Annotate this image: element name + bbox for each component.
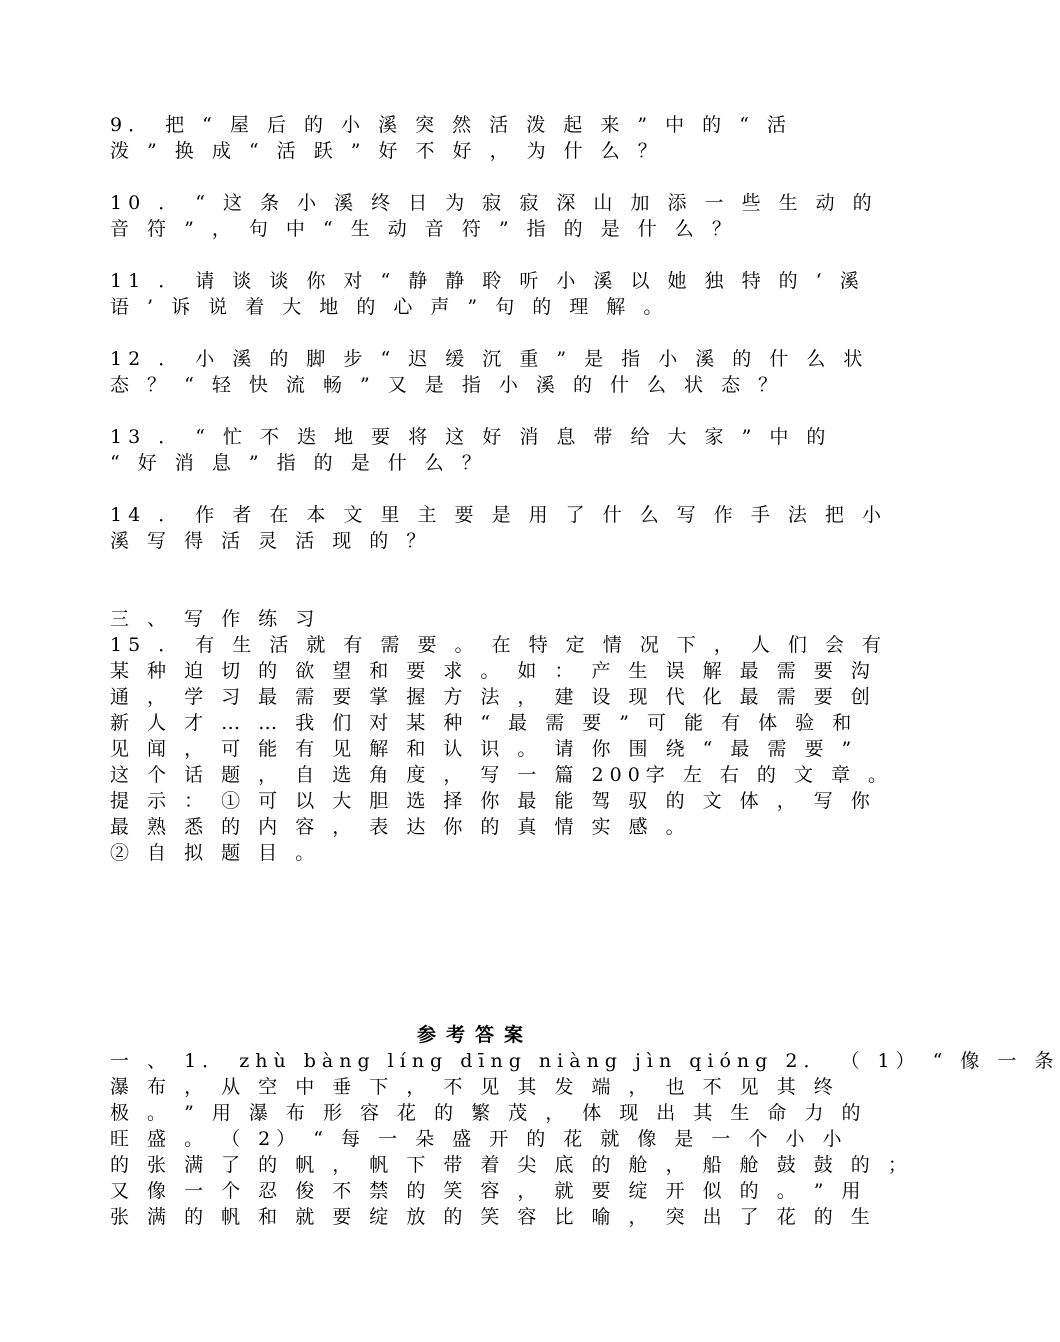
answer-line-1: 一 、 1． zhù bàng líng dīng niàng jìn qióng 2． （ 1） “ 像 一 条 (110, 1050, 1060, 1072)
writing-line-6: 这 个 话 题 ， 自 选 角 度 ， 写 一 篇 200字 左 右 的 文 章 。 (110, 764, 894, 786)
question-14-line-1: 14 ． 作 者 在 本 文 里 主 要 是 用 了 什 么 写 作 手 法 把 小 (110, 504, 887, 526)
writing-line-8: 最 熟 悉 的 内 容 ， 表 达 你 的 真 情 实 感 。 (110, 816, 691, 838)
answer-line-7: 张 满 的 帆 和 就 要 绽 放 的 笑 容 比 喻 ， 突 出 了 花 的 生 (110, 1206, 876, 1228)
question-11-line-1: 11 ． 请 谈 谈 你 对 “ 静 静 聆 听 小 溪 以 她 独 特 的 ‘ 溪 (110, 270, 865, 292)
writing-line-1: 15 ． 有 生 活 就 有 需 要 。 在 特 定 情 况 下 ， 人 们 会 有 (110, 634, 887, 656)
question-12-line-2: 态 ？ “ 轻 快 流 畅 ” 又 是 指 小 溪 的 什 么 状 态 ？ (110, 374, 784, 396)
answers-title: 参考答案 (416, 1024, 533, 1046)
question-9-line-1: 9． 把 “ 屋 后 的 小 溪 突 然 活 泼 起 来 ” 中 的 “ 活 (110, 114, 792, 136)
answer-line-2: 瀑 布 ， 从 空 中 垂 下 ， 不 见 其 发 端 ， 也 不 见 其 终 (110, 1076, 839, 1098)
question-11-line-2: 语 ’ 诉 说 着 大 地 的 心 声 ” 句 的 理 解 。 (110, 296, 669, 318)
writing-line-7: 提 示 ： ① 可 以 大 胆 选 择 你 最 能 驾 驭 的 文 体 ， 写 你 (110, 790, 876, 812)
question-10-line-2: 音 符 ” ， 句 中 “ 生 动 音 符 ” 指 的 是 什 么 ？ (110, 218, 737, 240)
writing-section-title: 三 、 写 作 练 习 (110, 608, 321, 630)
answer-line-4: 旺 盛 。 （ 2） “ 每 一 朵 盛 开 的 花 就 像 是 一 个 小 小 (110, 1128, 848, 1150)
answer-line-6: 又 像 一 个 忍 俊 不 禁 的 笑 容 ， 就 要 绽 开 似 的 。 ” 用 (110, 1180, 867, 1202)
answer-line-5: 的 张 满 了 的 帆 ， 帆 下 带 着 尖 底 的 舱 ， 船 舱 鼓 鼓 的 ； (110, 1154, 913, 1176)
writing-line-4: 新 人 才 … … 我 们 对 某 种 “ 最 需 要 ” 可 能 有 体 验 和 (110, 712, 858, 734)
question-10-line-1: 10 ． “ 这 条 小 溪 终 日 为 寂 寂 深 山 加 添 一 些 生 动 的 (110, 192, 878, 214)
answer-line-3: 极 。 ” 用 瀑 布 形 容 花 的 繁 茂 ， 体 现 出 其 生 命 力 的 (110, 1102, 867, 1124)
question-9-line-2: 泼 ” 换 成 “ 活 跃 ” 好 不 好 ， 为 什 么 ？ (110, 140, 663, 162)
writing-line-3: 通 ， 学 习 最 需 要 掌 握 方 法 ， 建 设 现 代 化 最 需 要 创 (110, 686, 876, 708)
writing-line-9: ② 自 拟 题 目 。 (110, 842, 321, 864)
question-14-line-2: 溪 写 得 活 灵 活 现 的 ？ (110, 530, 432, 552)
writing-line-5: 见 闻 ， 可 能 有 见 解 和 认 识 。 请 你 围 绕 “ 最 需 要 ” (110, 738, 858, 760)
question-12-line-1: 12 ． 小 溪 的 脚 步 “ 迟 缓 沉 重 ” 是 指 小 溪 的 什 么 状 (110, 348, 869, 370)
writing-line-2: 某 种 迫 切 的 欲 望 和 要 求 。 如 ： 产 生 误 解 最 需 要 沟 (110, 660, 876, 682)
question-13-line-2: “ 好 消 息 ” 指 的 是 什 么 ？ (110, 452, 487, 474)
question-13-line-1: 13 ． “ 忙 不 迭 地 要 将 这 好 消 息 带 给 大 家 ” 中 的 (110, 426, 832, 448)
